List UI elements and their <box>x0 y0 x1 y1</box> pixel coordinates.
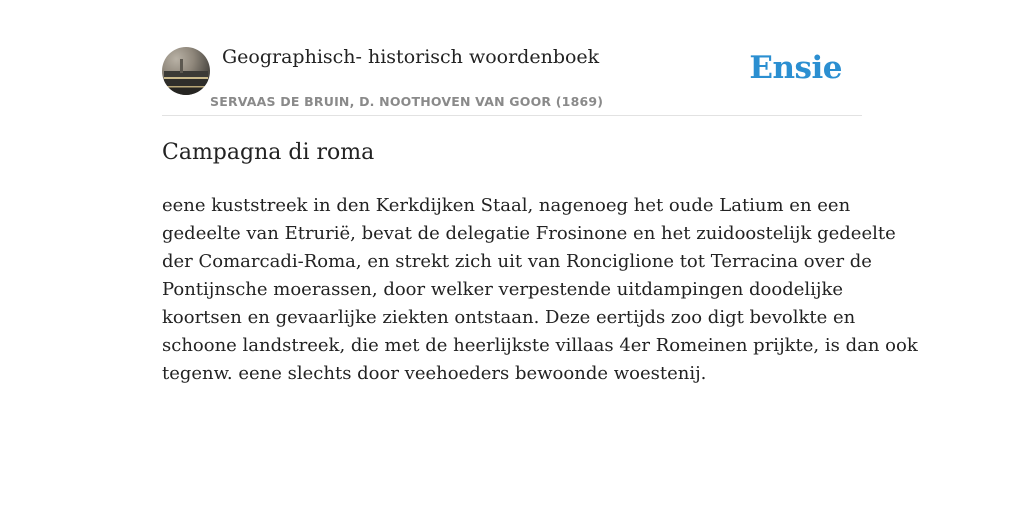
entry-body-line: eene kuststreek in den Kerkdijken Staal, nagenoeg het oude Latium en een <box>162 195 851 216</box>
book-cover-icon[interactable] <box>162 47 210 95</box>
book-header <box>162 40 862 116</box>
entry-body-line: Pontijnsche moerassen, door welker verpestende uitdampingen doodelijke <box>162 279 844 300</box>
entry-body-line: der Comarcadi-Roma, en strekt zich uit van Ronciglione tot Terracina over de <box>162 251 872 272</box>
brand-logo[interactable]: Ensie <box>749 50 842 86</box>
entry-body-line: koortsen en gevaarlijke ziekten ontstaan. Deze eertijds zoo digt bevolkte en <box>162 307 856 328</box>
entry-body <box>162 192 918 388</box>
entry-title: Campagna di roma <box>162 140 375 165</box>
entry-body-line: schoone landstreek, die met de heerlijkste villaas 4er Romeinen prijkte, is dan ook <box>162 335 918 356</box>
entry-body-line: gedeelte van Etrurië, bevat de delegatie Frosinone en het zuidoostelijk gedeelte <box>162 223 896 244</box>
entry-body-line: tegenw. eene slechts door veehoeders bewoonde woestenij. <box>162 363 707 384</box>
book-author: SERVAAS DE BRUIN, D. NOOTHOVEN VAN GOOR (1869) <box>210 94 604 109</box>
book-title[interactable]: Geographisch- historisch woordenboek <box>222 46 600 68</box>
